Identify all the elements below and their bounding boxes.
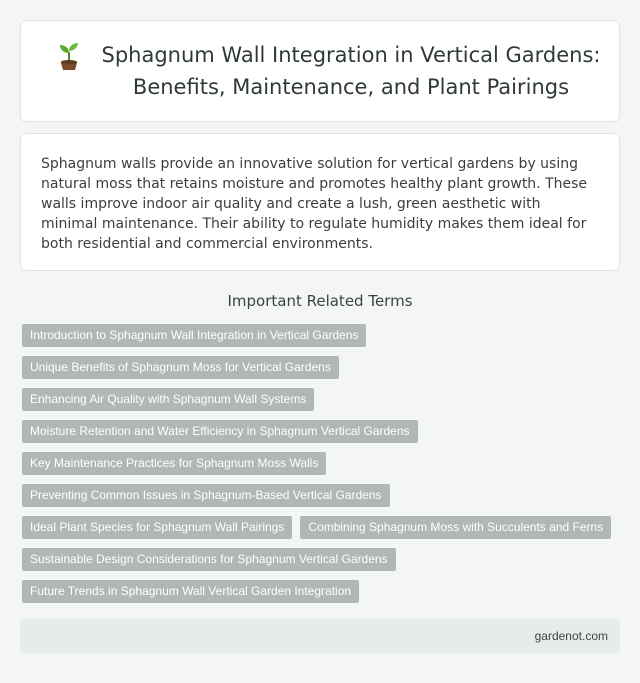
related-term-tag[interactable]: Combining Sphagnum Moss with Succulents and Ferns	[300, 516, 611, 539]
sprout-icon	[49, 36, 89, 76]
related-term-tag[interactable]: Enhancing Air Quality with Sphagnum Wall Systems	[22, 388, 314, 411]
intro-paragraph: Sphagnum walls provide an innovative solution for vertical gardens by using natural moss that retains moisture and promotes healthy plant growth. These walls improve indoor air quality and create a lush, green aesthetic with minimal maintenance. Their ability to regulate humidity makes them ideal for both residential and commercial environments.	[41, 156, 588, 252]
footer-site-link[interactable]: gardenot.com	[534, 629, 608, 643]
related-terms-list	[22, 324, 622, 603]
page-title: Sphagnum Wall Integration in Vertical Gardens: Benefits, Maintenance, and Plant Pairings	[101, 43, 601, 99]
related-term-tag[interactable]: Preventing Common Issues in Sphagnum-Based Vertical Gardens	[22, 484, 390, 507]
header-card	[20, 20, 620, 122]
related-term-tag[interactable]: Ideal Plant Species for Sphagnum Wall Pairings	[22, 516, 292, 539]
footer	[20, 619, 620, 653]
related-term-tag[interactable]: Unique Benefits of Sphagnum Moss for Vertical Gardens	[22, 356, 339, 379]
related-term-tag[interactable]: Future Trends in Sphagnum Wall Vertical Garden Integration	[22, 580, 359, 603]
related-term-tag[interactable]: Sustainable Design Considerations for Sphagnum Vertical Gardens	[22, 548, 396, 571]
related-term-tag[interactable]: Moisture Retention and Water Efficiency in Sphagnum Vertical Gardens	[22, 420, 418, 443]
related-term-tag[interactable]: Key Maintenance Practices for Sphagnum Moss Walls	[22, 452, 326, 475]
intro-card	[20, 133, 620, 271]
related-terms-heading: Important Related Terms	[227, 292, 413, 310]
related-term-tag[interactable]: Introduction to Sphagnum Wall Integration in Vertical Gardens	[22, 324, 366, 347]
